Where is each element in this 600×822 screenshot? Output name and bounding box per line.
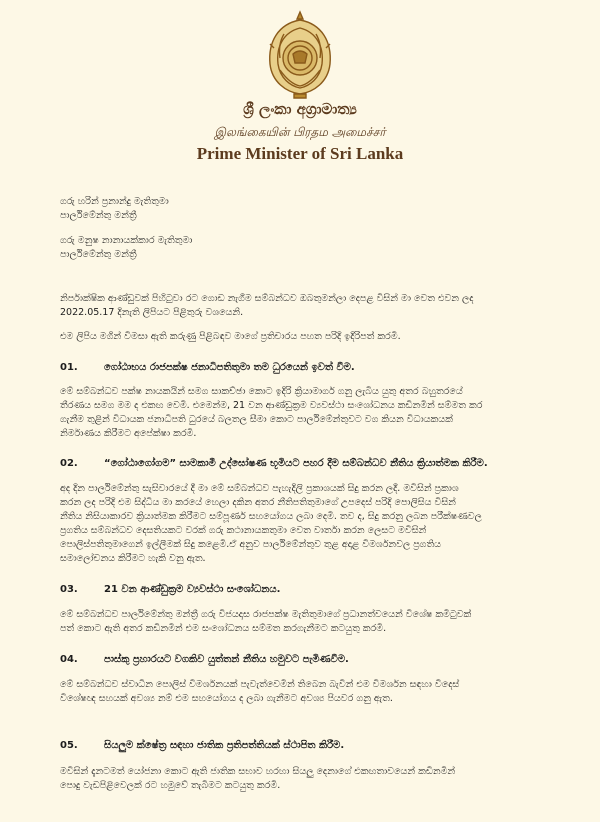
section-body: [60, 765, 560, 793]
paragraph-line: අද දින පාර්ලිමේන්තු සැසිවාරයේ දී මා මේ සම්බන්ධව පැහැදිලි ප්‍රකාශයක් සිදු කරන ලදී. මවිසින් ප්‍රකාශ: [60, 483, 459, 494]
paragraph-line: නීතිය නිසියාකාරව ක්‍රියාත්මක කිරීමට සම්පූර්ණ සහයෝගය ලබා දෙමි. තව ද, සිදු කරනු ලබන පරීක්ෂණවල: [60, 511, 482, 522]
paragraph-line: නිර්පාක්ෂික ආණ්ඩුවක් පිහිටුවා රට ගොඩ නැගීම සම්බන්ධව ඔබතුමන්ලා දෙපළ විසින් මා වෙත එවන ලද: [60, 293, 474, 304]
section-number: 03.: [60, 584, 78, 595]
paragraph-line: සමාලෝචනය කිරීමට හැකි වනු ඇත.: [60, 553, 206, 564]
paragraph-line: නිර්මාණය කිරීමට අපේක්ෂා කරමි.: [60, 428, 197, 439]
recipient-block: [60, 195, 169, 223]
section-title: සියලුම ක්ෂේත්‍ර සඳහා ජාතික ප්‍රතිපත්තියක් ස්ථාපිත කිරීම.: [104, 740, 345, 751]
intro-paragraph: [60, 292, 560, 320]
section-number: 02.: [60, 458, 78, 469]
paragraph-line: එම ලිපිය මගින් විමසා ඇති කරුණු පිළිබඳව මාගේ ප්‍රතිචාරය පහත පරිදි ඉදිරිපත් කරමි.: [60, 331, 401, 342]
intro-paragraph: [60, 330, 560, 344]
section-title: ගෝඨාභය රාජපක්ෂ ජනාධිපතිතුමා තම ධුරයෙන් ඉවත් වීම.: [104, 362, 355, 373]
paragraph-line: මේ සම්බන්ධව පක්ෂ නායකයින් සමග සාකච්ඡා කොට ඉදිරි ක්‍රියාමාර්ග ගනු ලැබිය යුතු අතර බහුතරයේ: [60, 386, 463, 397]
section-heading: [60, 458, 560, 469]
paragraph-line: ප්‍රගතිය සම්බන්ධව දෙසතියකට වරක් ගරු කථානායකතුමා වෙත වාර්තා කරන ලෙසට මවිසින්: [60, 525, 427, 536]
paragraph-line: පොදු වැඩපිළිවෙලක් රට හමුවේ තැබීමට කටයුතු කරමි.: [60, 780, 281, 791]
sri-lanka-emblem-icon: [260, 8, 340, 100]
section-heading: [60, 584, 560, 595]
recipient-name: ගරු මනුෂ නානායක්කාර මැතිතුමා: [60, 235, 193, 246]
recipient-role: පාර්ලිමේන්තු මන්ත්‍රී: [60, 210, 137, 221]
recipient-name: ගරු හරින් ප්‍රනාන්දු මැතිතුමා: [60, 196, 169, 207]
english-title: Prime Minister of Sri Lanka: [196, 144, 404, 163]
paragraph-line: ගැනීම තුළින් විධායක ජනාධිපති ධුරයේ බලතල සීමා කොට පාර්ලිමේන්තුවට වග කියන විධායකයක්: [60, 414, 453, 425]
paragraph-line: කරන ලද පරිදි එම සිද්ධිය මා කරයේ හෙලා දකින අතර නීතිපතිතුමාගේ උපදෙස් පරිදි පොලිසිය විසින්: [60, 497, 456, 508]
recipient-role: පාර්ලිමේන්තු මන්ත්‍රී: [60, 249, 137, 260]
tamil-title: இலங்கையின் பிரதம அமைச்சர்: [214, 125, 386, 139]
section-title: පාස්කු ප්‍රහාරයට වගකිව යුත්තන් නීතිය හමුවට පැමිණවීම.: [104, 654, 349, 665]
section-heading: [60, 654, 560, 665]
paragraph-line: තීරණය සමග මම ද එකඟ වෙමි. එමෙන්ම, 21 වන ආණ්ඩුක්‍රම ව්‍යවස්ථා සංශෝධනය කඩිනමින් සම්මත කර: [60, 400, 483, 411]
paragraph-line: මේ සම්බන්ධව ස්වාධීන පොලිස් විමර්ශනයක් පැවැත්වෙමින් තිබෙන බැවින් එම විමර්ශන සඳහා විදෙස්: [60, 679, 460, 690]
section-heading: [60, 740, 560, 751]
section-body: [60, 608, 560, 636]
section-heading: [60, 362, 560, 373]
section-body: [60, 678, 560, 706]
paragraph-line: 2022.05.17 දිනැති ලිපියට පිළිතුරු වශයෙනි.: [60, 307, 244, 318]
paragraph-line: මවිසින් දැනටමත් යෝජනා කොට ඇති ජාතික සභාව හරහා සියලු දෙනාගේ එකඟතාවයෙන් කඩිනමින්: [60, 766, 456, 777]
section-number: 04.: [60, 654, 78, 665]
paragraph-line: මේ සම්බන්ධව පාර්ලිමේන්තු මන්ත්‍රී ගරු විජයදාස රාජපක්ෂ මැතිතුමාගේ ප්‍රධානත්වයෙන් විශේෂ කමිටුවක්: [60, 609, 472, 620]
paragraph-line: පොලිස්පතිතුමාගෙන් ඉල්ලීමක් සිදු කළෙමි.ඒ අනුව පාර්ලිමේන්තුව තුළ අදාළ විමර්ශනවල ප්‍රගතිය: [60, 539, 442, 550]
section-title: “ගෝඨාගෝගම” සාමකාමී උද්ඝෝෂණ භූමියට පහර දීම සම්බන්ධව නීතිය ක්‍රියාත්මක කිරීම.: [104, 458, 488, 469]
paragraph-line: පත් කොට ඇති අතර කඩිනමින් එම සංශෝධනය සම්මත කරගැනීමට කටයුතු කරමි.: [60, 623, 387, 634]
section-body: [60, 482, 560, 566]
section-title: 21 වන ආණ්ඩුක්‍රම ව්‍යවස්ථා සංශෝධනය.: [104, 584, 281, 595]
paragraph-line: විශේෂඥ සහයක් අවශ්‍ය නම් එම සහයෝගය ද ලබා ගැනීමට අවශ්‍ය පියවර ගනු ඇත.: [60, 693, 393, 704]
section-number: 01.: [60, 362, 78, 373]
section-number: 05.: [60, 740, 78, 751]
recipient-block: [60, 234, 192, 262]
sinhala-title: ශ්‍රී ලංකා අග්‍රාමාත්‍ය: [243, 100, 357, 118]
section-body: [60, 385, 560, 441]
